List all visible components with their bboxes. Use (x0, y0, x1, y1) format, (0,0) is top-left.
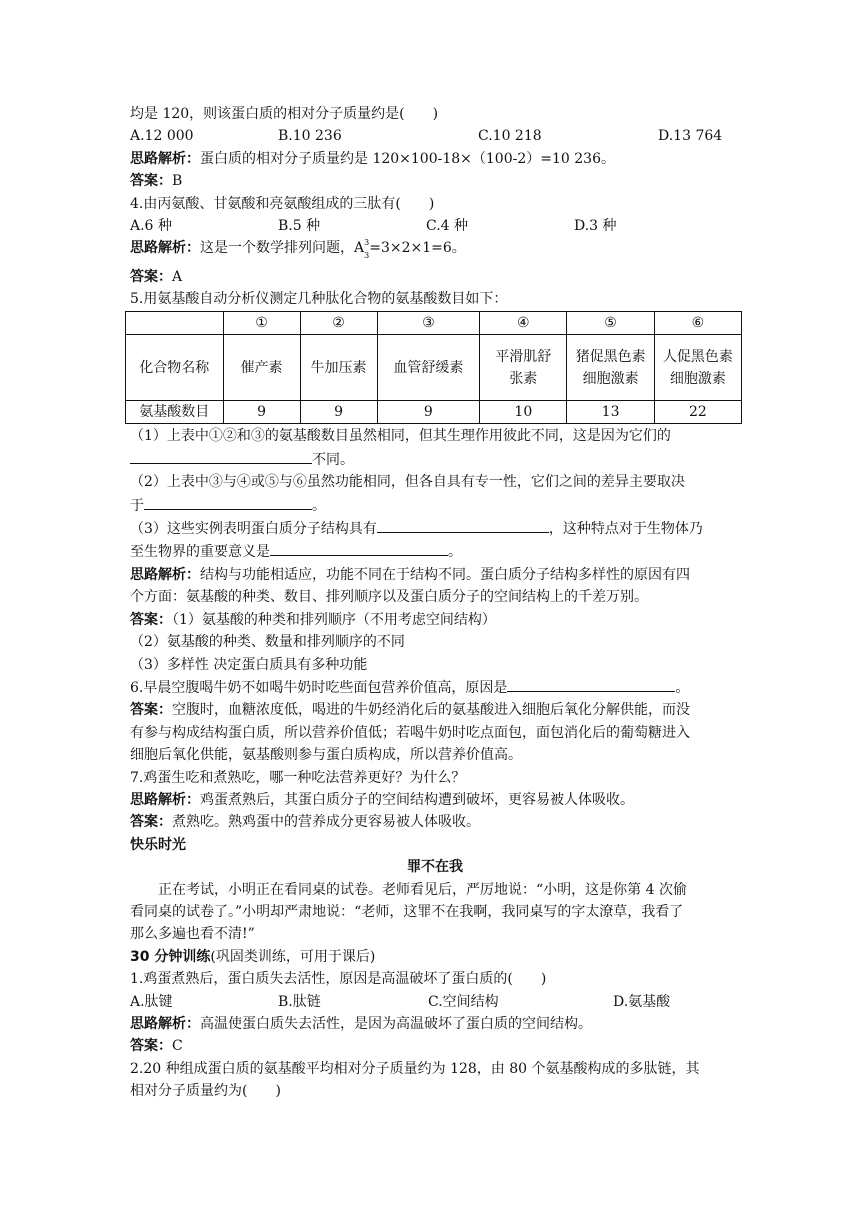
table-cell: 22 (654, 401, 741, 424)
s1-options (130, 991, 740, 1013)
answer-label: 答案： (130, 814, 172, 831)
table-number-cell: ⑥ (654, 312, 741, 335)
table-corner-cell (126, 312, 224, 335)
table-cell: 13 (567, 401, 654, 424)
table-number-cell: ① (223, 312, 300, 335)
q4-stem: 4.由丙氨酸、甘氨酸和亮氨酸组成的三肽有( ) (130, 195, 435, 212)
answer-label: 答案： (130, 702, 172, 719)
table-row (126, 401, 742, 424)
q3-option-b: B.10 236 (278, 128, 342, 145)
analysis-label: 思路解析： (130, 150, 200, 167)
perm-subscript: 3 (364, 251, 370, 261)
q3-option-c: C.10 218 (478, 128, 542, 145)
q5-part1-tail: 不同。 (312, 451, 354, 468)
s1-option-b: B.肽链 (278, 993, 321, 1010)
table-cell: 人促黑色素细胞激素 (654, 335, 741, 401)
story-line-2: 看同桌的试卷了。”小明却严肃地说：“老师，这罪不在我啊，我同桌写的字太潦草，我看了 (130, 903, 684, 920)
q4-analysis (130, 237, 740, 265)
q3-answer (130, 170, 740, 192)
q4-options (130, 215, 740, 237)
s2-stem-2: 相对分子质量约为( ) (130, 1083, 281, 1100)
perm-superscript: 3 (364, 238, 370, 248)
q5-analysis-text-1: 结构与功能相适应，功能不同在于结构不同。蛋白质分子结构多样性的原因有四 (200, 566, 690, 583)
q3-option-a: A.12 000 (130, 128, 194, 145)
q5-part3-tail: 。 (448, 544, 462, 561)
q5-part3-head: （3）这些实例表明蛋白质分子结构具有 (130, 521, 377, 538)
s1-analysis-text: 高温使蛋白质失去活性，是因为高温破坏了蛋白质的空间结构。 (200, 1016, 592, 1033)
s1-answer-text: C (172, 1038, 183, 1055)
table-cell: 牛加压素 (300, 335, 377, 401)
q5-part2-cont (130, 494, 740, 517)
q5-part1: （1）上表中①②和③的氨基酸数目虽然相同，但其生理作用彼此不同，这是因为它们的 (130, 428, 671, 445)
table-cell: 猪促黑色素细胞激素 (567, 335, 654, 401)
q5-analysis (130, 564, 740, 586)
table-cell: 9 (223, 401, 300, 424)
q6-answer (130, 699, 740, 721)
table-cell: 10 (480, 401, 567, 424)
analysis-label: 思路解析： (130, 566, 200, 583)
section-subtitle: (巩固类训练，可用于课后) (210, 948, 376, 965)
q6-stem (130, 676, 740, 699)
analysis-label: 思路解析： (130, 1016, 200, 1033)
q6-answer-2: 有参与构成结构蛋白质，所以营养价值低；若喝牛奶时吃点面包，面包消化后的葡萄糖进入 (130, 724, 690, 741)
q3-analysis (130, 148, 740, 170)
s1-stem: 1.鸡蛋煮熟后，蛋白质失去活性，原因是高温破坏了蛋白质的( ) (130, 971, 547, 988)
table-cell: 9 (377, 401, 480, 424)
q5-part3 (130, 517, 740, 540)
q4-analysis-post: =3×2×1=6。 (369, 240, 466, 257)
q4-option-a: A.6 种 (130, 218, 172, 235)
table-row-label: 化合物名称 (126, 335, 224, 401)
answer-label: 答案： (130, 268, 172, 285)
q4-option-b: B.5 种 (278, 218, 321, 235)
answer-blank (507, 676, 675, 692)
answer-blank (377, 517, 549, 533)
s1-answer (130, 1035, 740, 1057)
answer-blank (130, 448, 312, 464)
amino-acid-table (125, 311, 742, 424)
q5-answer-2: （2）氨基酸的种类、数量和排列顺序的不同 (130, 634, 405, 651)
table-row-label: 氨基酸数目 (126, 401, 224, 424)
q6-stem-tail: 。 (675, 679, 690, 696)
q5-part2-tail: 。 (312, 497, 326, 514)
story-line-3: 那么多遍也看不清!” (130, 926, 255, 943)
q7-answer-text: 煮熟吃。熟鸡蛋中的营养成分更容易被人体吸收。 (172, 814, 480, 831)
q3-analysis-text: 蛋白质的相对分子质量约是 120×100-18×（100-2）=10 236。 (200, 150, 615, 167)
q4-answer-text: A (172, 268, 183, 285)
section-heading (130, 946, 740, 968)
q7-stem: 7.鸡蛋生吃和煮熟吃，哪一种吃法营养更好？为什么？ (130, 769, 466, 786)
table-number-cell: ⑤ (567, 312, 654, 335)
q5-part2: （2）上表中③与④或⑤与⑥虽然功能相同，但各自具有专一性，它们之间的差异主要取决 (130, 474, 685, 491)
s1-option-a: A.肽键 (130, 993, 173, 1010)
q5-answer-1: （1）氨基酸的种类和排列顺序（不用考虑空间结构） (172, 611, 496, 628)
table-header-row (126, 312, 742, 335)
q3-options (130, 125, 740, 147)
table-number-cell: ③ (377, 312, 480, 335)
q3-answer-text: B (172, 173, 183, 190)
answer-label: 答案： (130, 611, 172, 628)
q5-part3-cont (130, 540, 740, 563)
table-cell: 平滑肌舒张素 (480, 335, 567, 401)
table-cell: 催产素 (223, 335, 300, 401)
q5-part1-cont (130, 448, 740, 471)
story-title: 罪不在我 (407, 859, 463, 876)
q3-option-d: D.13 764 (658, 128, 723, 145)
q5-stem: 5.用氨基酸自动分析仪测定几种肽化合物的氨基酸数目如下： (130, 291, 508, 308)
table-number-cell: ④ (480, 312, 567, 335)
q6-answer-3: 细胞后氧化供能，氨基酸则参与蛋白质构成，所以营养价值高。 (130, 747, 522, 764)
happy-time-heading: 快乐时光 (130, 836, 186, 853)
q5-part3-mid: ，这种特点对于生物体乃 (548, 521, 703, 538)
table-cell: 9 (300, 401, 377, 424)
q5-analysis-text-2: 个方面：氨基酸的种类、数目、排列顺序以及蛋白质分子的空间结构上的千差万别。 (130, 589, 648, 606)
q5-answer (130, 609, 740, 631)
q5-answer-3: （3）多样性 决定蛋白质具有多种功能 (130, 656, 368, 673)
table-cell: 血管舒缓素 (377, 335, 480, 401)
q7-analysis (130, 789, 740, 811)
analysis-label: 思路解析： (130, 791, 200, 808)
answer-blank (144, 494, 312, 510)
answer-blank (270, 540, 448, 556)
q6-stem-text: 6.早晨空腹喝牛奶不如喝牛奶时吃些面包营养价值高，原因是 (130, 679, 508, 696)
q7-answer (130, 811, 740, 833)
q3-stem-tail: 均是 120，则该蛋白质的相对分子质量约是( ) (130, 106, 439, 122)
s2-stem-1: 2.20 种组成蛋白质的氨基酸平均相对分子质量约为 128，由 80 个氨基酸构成的多肽链，其 (130, 1060, 700, 1077)
document-page (130, 103, 740, 1103)
s1-option-d: D.氨基酸 (613, 993, 671, 1010)
q7-analysis-text: 鸡蛋煮熟后，其蛋白质分子的空间结构遭到破坏，更容易被人体吸收。 (200, 791, 634, 808)
s1-option-c: C.空间结构 (428, 993, 499, 1010)
answer-label: 答案： (130, 173, 172, 190)
answer-label: 答案： (130, 1038, 172, 1055)
q5-part3-head2: 至生物界的重要意义是 (130, 544, 270, 561)
q4-analysis-pre: 这是一个数学排列问题，A (200, 240, 365, 257)
table-number-cell: ② (300, 312, 377, 335)
analysis-label: 思路解析： (130, 240, 200, 257)
table-row (126, 335, 742, 401)
q4-answer (130, 266, 740, 288)
q4-option-d: D.3 种 (574, 218, 617, 235)
section-title: 30 分钟训练 (130, 948, 211, 965)
story-line-1: 正在考试，小明正在看同桌的试卷。老师看见后，严厉地说：“小明，这是你第 4 次偷 (158, 881, 687, 898)
q6-answer-1: 空腹时，血糖浓度低，喝进的牛奶经消化后的氨基酸进入细胞后氧化分解供能，而没 (172, 702, 690, 719)
s1-analysis (130, 1013, 740, 1035)
q4-option-c: C.4 种 (426, 218, 469, 235)
q5-part2-head: 于 (130, 497, 144, 514)
